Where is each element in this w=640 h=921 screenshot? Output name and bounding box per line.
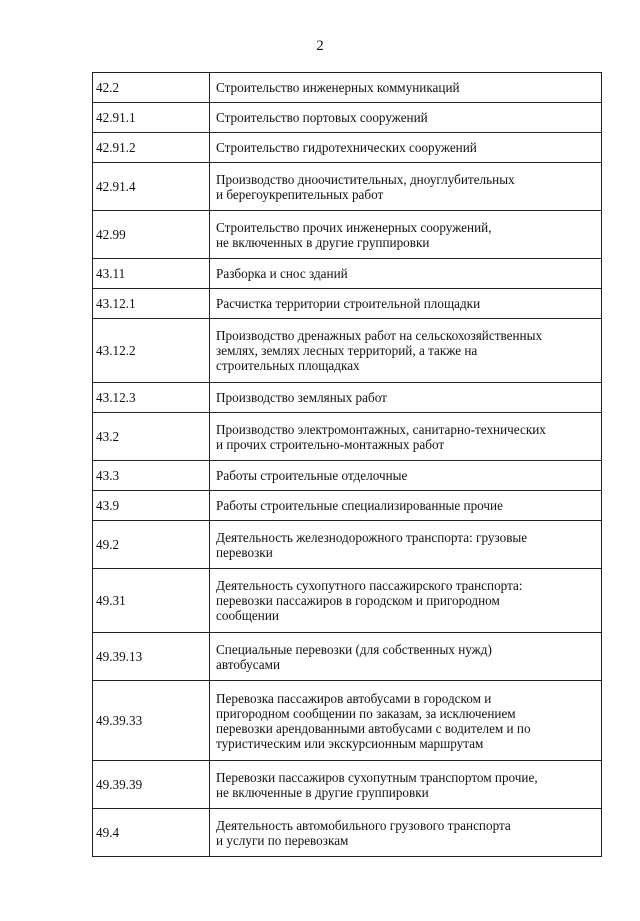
code-cell: 49.2 — [93, 521, 210, 569]
table-row — [93, 461, 602, 491]
table-row — [93, 163, 602, 211]
table-row — [93, 491, 602, 521]
description-cell: Производство земляных работ — [210, 383, 602, 413]
table-row — [93, 521, 602, 569]
code-cell: 49.31 — [93, 569, 210, 633]
table-row — [93, 569, 602, 633]
description-cell: Производство дренажных работ на сельскохозяйственных землях, землях лесных территорий, а также на строительных площадках — [210, 319, 602, 383]
table-row — [93, 413, 602, 461]
description-cell: Разборка и снос зданий — [210, 259, 602, 289]
description-cell: Производство дноочистительных, дноуглубительных и берегоукрепительных работ — [210, 163, 602, 211]
table-row — [93, 133, 602, 163]
code-cell: 42.91.1 — [93, 103, 210, 133]
code-cell: 42.99 — [93, 211, 210, 259]
description-cell: Строительство инженерных коммуникаций — [210, 73, 602, 103]
code-cell: 49.39.39 — [93, 761, 210, 809]
code-cell: 42.2 — [93, 73, 210, 103]
description-cell: Строительство прочих инженерных сооружений, не включенных в другие группировки — [210, 211, 602, 259]
table-row — [93, 383, 602, 413]
table-row — [93, 319, 602, 383]
table-row — [93, 259, 602, 289]
code-cell: 42.91.4 — [93, 163, 210, 211]
description-cell: Работы строительные отделочные — [210, 461, 602, 491]
description-cell: Работы строительные специализированные прочие — [210, 491, 602, 521]
table-row — [93, 73, 602, 103]
table-row — [93, 761, 602, 809]
table-row — [93, 103, 602, 133]
description-cell: Деятельность железнодорожного транспорта: грузовые перевозки — [210, 521, 602, 569]
description-cell: Деятельность автомобильного грузового транспорта и услуги по перевозкам — [210, 809, 602, 857]
table-row — [93, 289, 602, 319]
code-cell: 43.11 — [93, 259, 210, 289]
code-cell: 43.9 — [93, 491, 210, 521]
code-cell: 43.2 — [93, 413, 210, 461]
description-cell: Расчистка территории строительной площадки — [210, 289, 602, 319]
description-cell: Деятельность сухопутного пассажирского транспорта: перевозки пассажиров в городском и пригородном сообщении — [210, 569, 602, 633]
description-cell: Строительство портовых сооружений — [210, 103, 602, 133]
page-number: 2 — [316, 38, 324, 54]
description-cell: Производство электромонтажных, санитарно-технических и прочих строительно-монтажных работ — [210, 413, 602, 461]
table-row — [93, 211, 602, 259]
code-cell: 43.12.3 — [93, 383, 210, 413]
code-cell: 43.3 — [93, 461, 210, 491]
table-row — [93, 681, 602, 761]
code-cell: 49.39.13 — [93, 633, 210, 681]
table-row — [93, 633, 602, 681]
description-cell: Специальные перевозки (для собственных нужд) автобусами — [210, 633, 602, 681]
code-cell: 43.12.2 — [93, 319, 210, 383]
code-cell: 49.39.33 — [93, 681, 210, 761]
description-cell: Перевозки пассажиров сухопутным транспортом прочие, не включенные в другие группировки — [210, 761, 602, 809]
code-cell: 42.91.2 — [93, 133, 210, 163]
description-cell: Строительство гидротехнических сооружений — [210, 133, 602, 163]
table-row — [93, 809, 602, 857]
code-cell: 43.12.1 — [93, 289, 210, 319]
code-cell: 49.4 — [93, 809, 210, 857]
description-cell: Перевозка пассажиров автобусами в городском и пригородном сообщении по заказам, за исключением перевозки арендованными автобусами с водителем и по туристическим или экскурсионным маршрутам — [210, 681, 602, 761]
activity-codes-table — [92, 72, 602, 857]
